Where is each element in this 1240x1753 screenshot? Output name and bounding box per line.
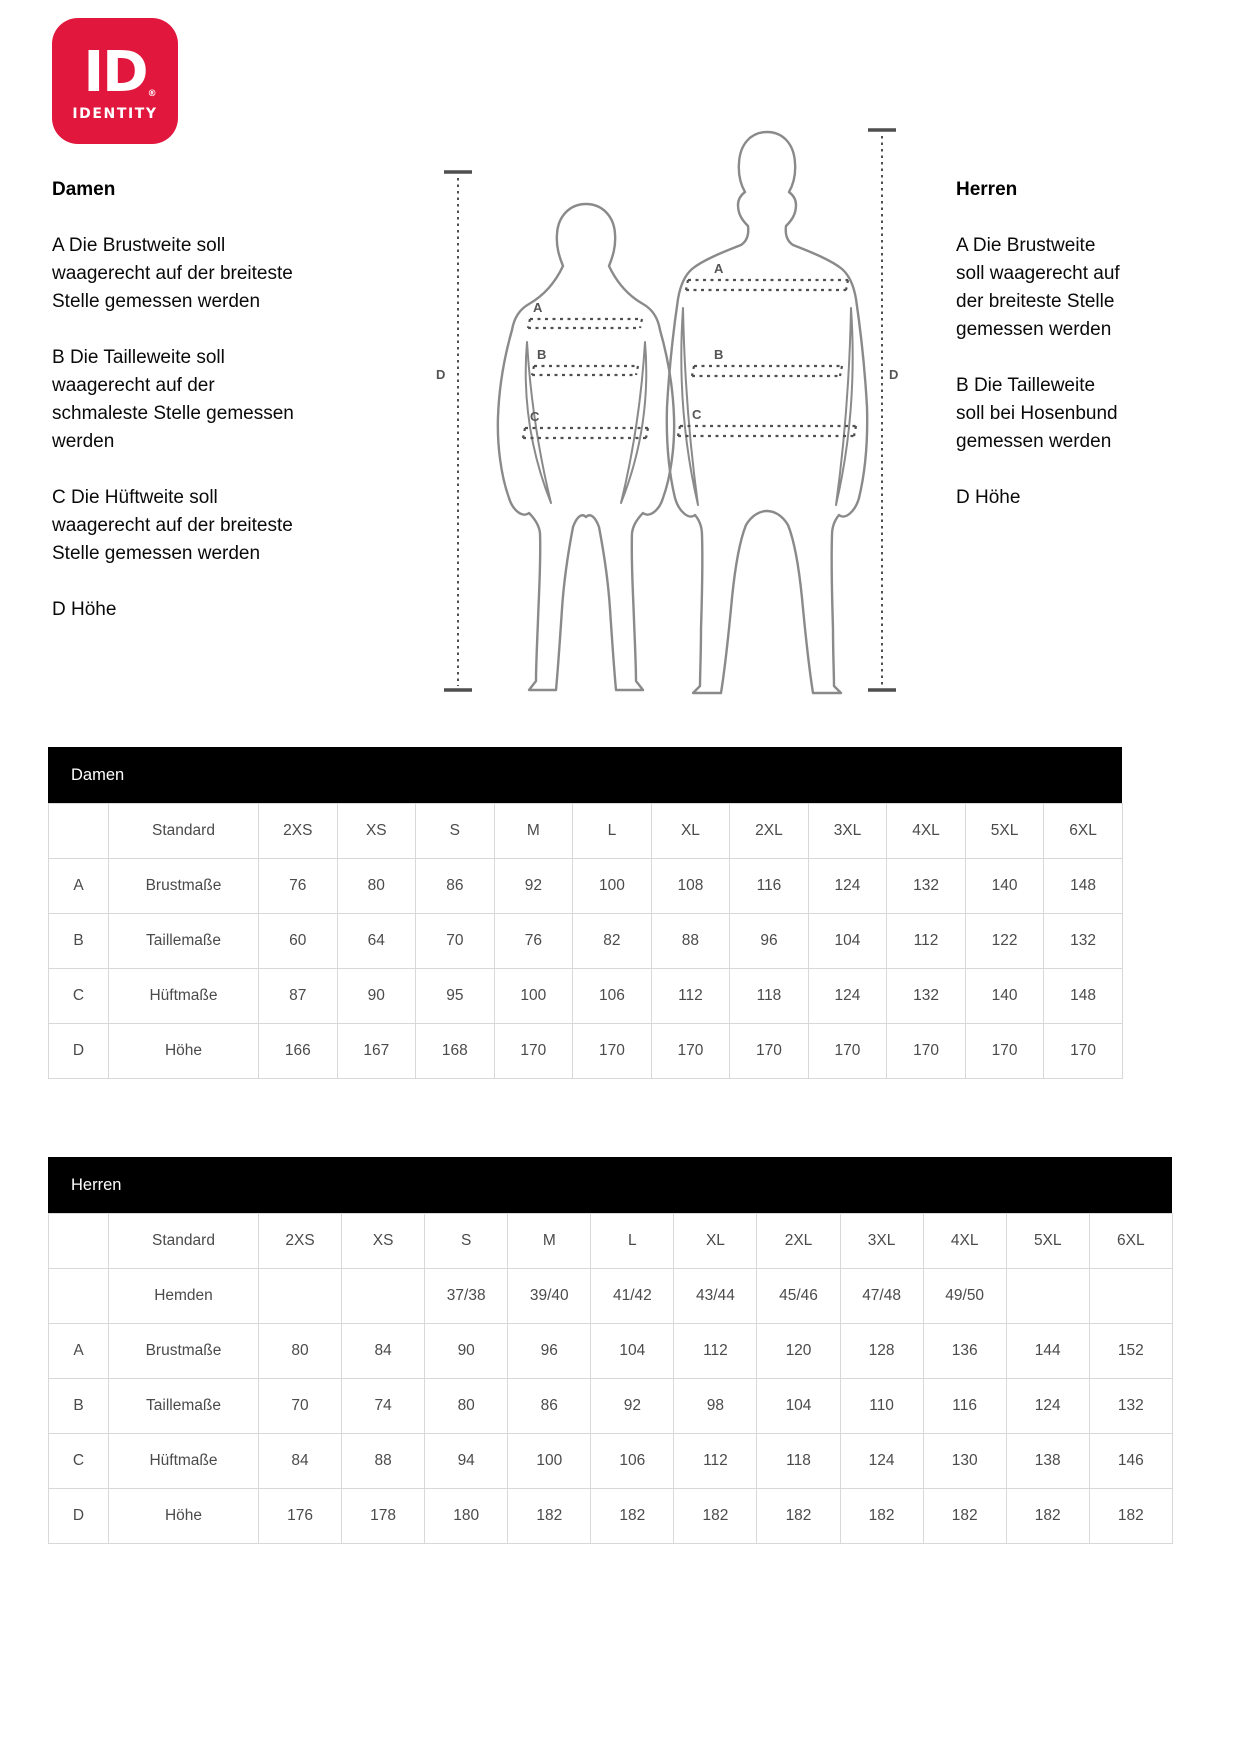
column-header-cell: 2XL xyxy=(730,804,809,859)
instruction-paragraph xyxy=(956,372,1196,456)
instruction-paragraph xyxy=(52,344,382,456)
instruction-line: D Höhe xyxy=(52,599,117,620)
value-cell: 96 xyxy=(508,1324,591,1379)
value-cell: 86 xyxy=(508,1379,591,1434)
logo-id-text: ID xyxy=(83,39,147,105)
row-name-cell: Hüftmaße xyxy=(109,1434,259,1489)
instruction-line: waagerecht auf der xyxy=(52,375,215,396)
row-name-cell: Höhe xyxy=(109,1489,259,1544)
value-cell: 88 xyxy=(342,1434,425,1489)
value-cell: 95 xyxy=(416,969,495,1024)
female-hip-label: C xyxy=(530,409,540,424)
value-cell: 106 xyxy=(573,969,652,1024)
row-name-cell: Hemden xyxy=(109,1269,259,1324)
row-name-cell: Taillemaße xyxy=(109,914,259,969)
value-cell: 98 xyxy=(674,1379,757,1434)
value-cell: 41/42 xyxy=(591,1269,674,1324)
value-cell: 110 xyxy=(840,1379,923,1434)
damen-table-title: Damen xyxy=(48,747,1122,803)
value-cell: 148 xyxy=(1044,859,1123,914)
row-key-cell: A xyxy=(49,1324,109,1379)
herren-table-title: Herren xyxy=(48,1157,1172,1213)
instruction-line: gemessen werden xyxy=(956,431,1112,452)
instruction-line: schmaleste Stelle gemessen xyxy=(52,403,294,424)
value-cell: 132 xyxy=(887,969,966,1024)
value-cell: 170 xyxy=(965,1024,1044,1079)
herren-paragraphs xyxy=(956,232,1196,512)
instruction-line: gemessen werden xyxy=(956,319,1112,340)
height-line-left xyxy=(436,172,472,690)
row-key-cell: C xyxy=(49,969,109,1024)
row-name-cell: Hüftmaße xyxy=(109,969,259,1024)
value-cell: 82 xyxy=(573,914,652,969)
value-cell: 60 xyxy=(259,914,338,969)
value-cell: 112 xyxy=(887,914,966,969)
instruction-paragraph xyxy=(52,232,382,316)
column-header-cell: 5XL xyxy=(965,804,1044,859)
value-cell: 64 xyxy=(337,914,416,969)
value-cell: 80 xyxy=(259,1324,342,1379)
instruction-line: werden xyxy=(52,431,115,452)
value-cell: 124 xyxy=(840,1434,923,1489)
row-key-cell: D xyxy=(49,1024,109,1079)
measurement-figure-diagram xyxy=(430,120,900,700)
value-cell xyxy=(259,1269,342,1324)
instruction-line: Stelle gemessen werden xyxy=(52,291,261,312)
instruction-line: soll bei Hosenbund xyxy=(956,403,1118,424)
value-cell: 138 xyxy=(1006,1434,1089,1489)
column-header-cell xyxy=(49,804,109,859)
value-cell: 176 xyxy=(259,1489,342,1544)
row-key-cell: C xyxy=(49,1434,109,1489)
table-row xyxy=(49,1379,1173,1434)
value-cell: 45/46 xyxy=(757,1269,840,1324)
column-header-cell: XL xyxy=(651,804,730,859)
d-label-left: D xyxy=(436,367,446,382)
value-cell: 80 xyxy=(337,859,416,914)
value-cell: 167 xyxy=(337,1024,416,1079)
height-line-right xyxy=(868,130,898,690)
column-header-cell: XS xyxy=(337,804,416,859)
value-cell: 120 xyxy=(757,1324,840,1379)
value-cell xyxy=(1089,1269,1172,1324)
value-cell: 112 xyxy=(651,969,730,1024)
column-header-cell: Standard xyxy=(109,804,259,859)
logo-brand-text: IDENTITY xyxy=(72,105,158,122)
size-header-row xyxy=(49,804,1123,859)
row-name-cell: Taillemaße xyxy=(109,1379,259,1434)
value-cell: 104 xyxy=(808,914,887,969)
value-cell: 170 xyxy=(1044,1024,1123,1079)
value-cell: 132 xyxy=(1089,1379,1172,1434)
instruction-line: B Die Tailleweite soll xyxy=(52,347,225,368)
value-cell: 182 xyxy=(840,1489,923,1544)
damen-table-grid xyxy=(48,803,1123,1079)
table-row xyxy=(49,1269,1173,1324)
value-cell: 136 xyxy=(923,1324,1006,1379)
value-cell: 112 xyxy=(674,1434,757,1489)
id-identity-logo xyxy=(52,18,178,144)
female-chest-label: A xyxy=(533,300,543,315)
value-cell: 90 xyxy=(337,969,416,1024)
herren-size-table xyxy=(48,1157,1172,1544)
damen-instructions xyxy=(52,176,382,652)
value-cell: 116 xyxy=(730,859,809,914)
column-header-cell: L xyxy=(573,804,652,859)
column-header-cell: 4XL xyxy=(887,804,966,859)
column-header-cell: 6XL xyxy=(1044,804,1123,859)
table-row xyxy=(49,1324,1173,1379)
value-cell: 100 xyxy=(573,859,652,914)
instruction-paragraph xyxy=(956,232,1196,344)
value-cell: 70 xyxy=(416,914,495,969)
value-cell: 100 xyxy=(494,969,573,1024)
row-name-cell: Höhe xyxy=(109,1024,259,1079)
value-cell: 132 xyxy=(1044,914,1123,969)
male-waist-label: B xyxy=(714,347,724,362)
value-cell: 84 xyxy=(342,1324,425,1379)
column-header-cell: S xyxy=(416,804,495,859)
row-key-cell: B xyxy=(49,1379,109,1434)
column-header-cell: L xyxy=(591,1214,674,1269)
table-row xyxy=(49,914,1123,969)
instruction-line: Stelle gemessen werden xyxy=(52,543,261,564)
value-cell: 170 xyxy=(887,1024,966,1079)
column-header-cell: M xyxy=(508,1214,591,1269)
herren-table-grid xyxy=(48,1213,1173,1544)
value-cell: 168 xyxy=(416,1024,495,1079)
value-cell: 108 xyxy=(651,859,730,914)
value-cell: 43/44 xyxy=(674,1269,757,1324)
column-header-cell: S xyxy=(425,1214,508,1269)
value-cell: 178 xyxy=(342,1489,425,1544)
value-cell: 170 xyxy=(730,1024,809,1079)
column-header-cell: 2XS xyxy=(259,804,338,859)
female-figure xyxy=(498,204,674,690)
value-cell: 132 xyxy=(887,859,966,914)
value-cell: 49/50 xyxy=(923,1269,1006,1324)
value-cell: 182 xyxy=(1089,1489,1172,1544)
column-header-cell: 2XS xyxy=(259,1214,342,1269)
value-cell xyxy=(342,1269,425,1324)
column-header-cell: 2XL xyxy=(757,1214,840,1269)
herren-heading: Herren xyxy=(956,179,1018,200)
value-cell: 116 xyxy=(923,1379,1006,1434)
value-cell: 182 xyxy=(591,1489,674,1544)
row-name-cell: Brustmaße xyxy=(109,1324,259,1379)
male-figure xyxy=(667,132,867,693)
female-waist-label: B xyxy=(537,347,547,362)
registered-trademark-icon: ® xyxy=(147,88,157,99)
column-header-cell: 4XL xyxy=(923,1214,1006,1269)
row-key-cell: B xyxy=(49,914,109,969)
instruction-line: A Die Brustweite soll xyxy=(52,235,226,256)
value-cell: 86 xyxy=(416,859,495,914)
value-cell: 170 xyxy=(651,1024,730,1079)
value-cell: 182 xyxy=(674,1489,757,1544)
value-cell: 124 xyxy=(808,969,887,1024)
table-row xyxy=(49,1489,1173,1544)
value-cell: 90 xyxy=(425,1324,508,1379)
value-cell: 112 xyxy=(674,1324,757,1379)
value-cell: 166 xyxy=(259,1024,338,1079)
male-chest-label: A xyxy=(714,261,724,276)
logo-id-mark xyxy=(83,39,157,105)
damen-heading: Damen xyxy=(52,179,116,200)
value-cell: 118 xyxy=(730,969,809,1024)
table-row xyxy=(49,1024,1123,1079)
value-cell: 182 xyxy=(1006,1489,1089,1544)
value-cell: 146 xyxy=(1089,1434,1172,1489)
value-cell: 84 xyxy=(259,1434,342,1489)
row-key-cell: A xyxy=(49,859,109,914)
column-header-cell: XL xyxy=(674,1214,757,1269)
value-cell: 88 xyxy=(651,914,730,969)
value-cell: 76 xyxy=(494,914,573,969)
instruction-paragraph xyxy=(956,484,1196,512)
value-cell: 92 xyxy=(494,859,573,914)
value-cell: 39/40 xyxy=(508,1269,591,1324)
herren-instructions xyxy=(956,176,1196,540)
value-cell: 182 xyxy=(923,1489,1006,1544)
damen-size-table xyxy=(48,747,1122,1079)
instruction-line: soll waagerecht auf xyxy=(956,263,1120,284)
value-cell: 37/38 xyxy=(425,1269,508,1324)
instruction-line: B Die Tailleweite xyxy=(956,375,1096,396)
column-header-cell: 5XL xyxy=(1006,1214,1089,1269)
table-row xyxy=(49,969,1123,1024)
column-header-cell: 6XL xyxy=(1089,1214,1172,1269)
column-header-cell: 3XL xyxy=(808,804,887,859)
value-cell: 130 xyxy=(923,1434,1006,1489)
column-header-cell: 3XL xyxy=(840,1214,923,1269)
instruction-line: der breiteste Stelle xyxy=(956,291,1115,312)
value-cell: 106 xyxy=(591,1434,674,1489)
value-cell: 128 xyxy=(840,1324,923,1379)
value-cell: 122 xyxy=(965,914,1044,969)
value-cell: 76 xyxy=(259,859,338,914)
instruction-paragraph xyxy=(52,596,382,624)
value-cell: 148 xyxy=(1044,969,1123,1024)
value-cell: 170 xyxy=(494,1024,573,1079)
value-cell: 152 xyxy=(1089,1324,1172,1379)
value-cell: 96 xyxy=(730,914,809,969)
column-header-cell: XS xyxy=(342,1214,425,1269)
value-cell: 140 xyxy=(965,969,1044,1024)
value-cell: 104 xyxy=(591,1324,674,1379)
value-cell: 182 xyxy=(508,1489,591,1544)
value-cell: 170 xyxy=(808,1024,887,1079)
row-name-cell: Brustmaße xyxy=(109,859,259,914)
value-cell: 118 xyxy=(757,1434,840,1489)
value-cell: 47/48 xyxy=(840,1269,923,1324)
value-cell: 87 xyxy=(259,969,338,1024)
instruction-line: A Die Brustweite xyxy=(956,235,1096,256)
value-cell: 80 xyxy=(425,1379,508,1434)
value-cell: 104 xyxy=(757,1379,840,1434)
table-row xyxy=(49,859,1123,914)
instruction-line: C Die Hüftweite soll xyxy=(52,487,218,508)
value-cell: 74 xyxy=(342,1379,425,1434)
value-cell: 180 xyxy=(425,1489,508,1544)
value-cell: 100 xyxy=(508,1434,591,1489)
column-header-cell: Standard xyxy=(109,1214,259,1269)
column-header-cell: M xyxy=(494,804,573,859)
value-cell xyxy=(1006,1269,1089,1324)
instruction-paragraph xyxy=(52,484,382,568)
instruction-line: D Höhe xyxy=(956,487,1021,508)
value-cell: 124 xyxy=(808,859,887,914)
row-key-cell: D xyxy=(49,1489,109,1544)
row-key-cell xyxy=(49,1269,109,1324)
damen-paragraphs xyxy=(52,232,382,624)
male-hip-label: C xyxy=(692,407,702,422)
instruction-line: waagerecht auf der breiteste xyxy=(52,515,293,536)
d-label-right: D xyxy=(889,367,899,382)
column-header-cell xyxy=(49,1214,109,1269)
value-cell: 70 xyxy=(259,1379,342,1434)
instruction-line: waagerecht auf der breiteste xyxy=(52,263,293,284)
value-cell: 140 xyxy=(965,859,1044,914)
value-cell: 94 xyxy=(425,1434,508,1489)
table-row xyxy=(49,1434,1173,1489)
value-cell: 170 xyxy=(573,1024,652,1079)
value-cell: 92 xyxy=(591,1379,674,1434)
value-cell: 124 xyxy=(1006,1379,1089,1434)
value-cell: 182 xyxy=(757,1489,840,1544)
value-cell: 144 xyxy=(1006,1324,1089,1379)
size-header-row xyxy=(49,1214,1173,1269)
